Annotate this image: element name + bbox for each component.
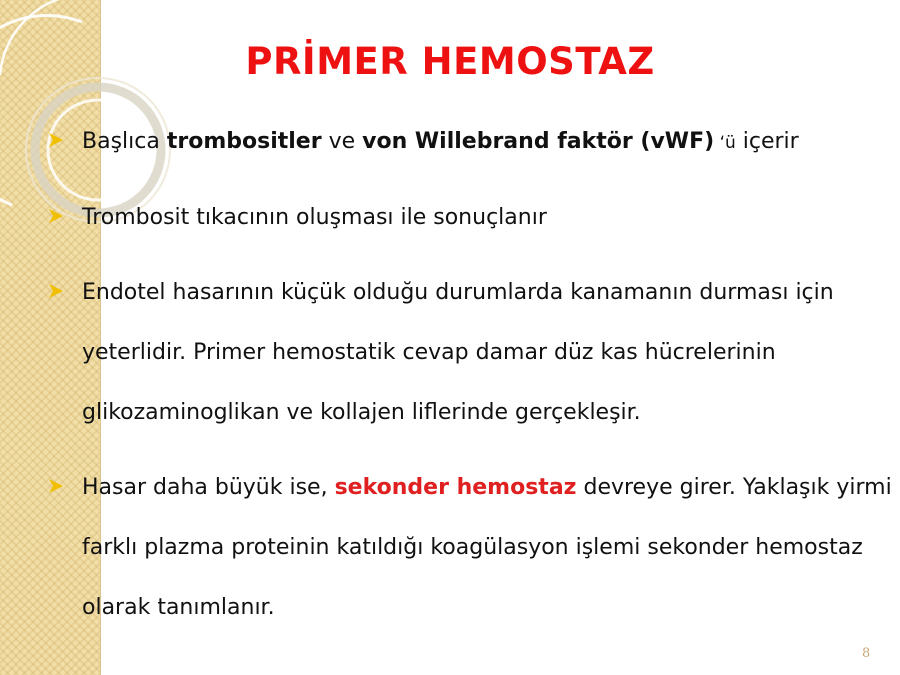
bullet-text: Endotel hasarının küçük olduğu durumlarda kanamanın durması için yeterlidir. Primer hemostatik cevap damar düz kas hücrelerinin glikozaminoglikan ve kollajen liflerinde gerçekleşir. [82, 280, 834, 425]
bullet-text-highlight: sekonder hemostaz [334, 475, 577, 500]
bullet-text: ‘ [714, 133, 725, 153]
bullet-list [48, 112, 893, 638]
bullet-text: Başlıca [82, 129, 167, 154]
arrowhead-bullet-icon [48, 283, 64, 299]
bullet-text-bold: trombositler [166, 129, 322, 154]
bullet-text: devreye girer. Yaklaşık yirmi farklı plazma proteinin katıldığı koagülasyon işlemi sekonder hemostaz olarak tanımlanır. [82, 475, 892, 620]
arrowhead-bullet-icon [48, 132, 64, 148]
bullet-item [48, 458, 893, 638]
bullet-text-small: ü [724, 133, 736, 153]
bullet-text: içerir [735, 129, 799, 154]
bullet-item [48, 112, 893, 173]
bullet-text: ve [321, 129, 363, 154]
page-number: 8 [862, 646, 871, 661]
slide-title: PRİMER HEMOSTAZ [245, 40, 655, 83]
bullet-item [48, 188, 893, 248]
arrowhead-bullet-icon [48, 478, 64, 494]
bullet-text-bold: von Willebrand faktör (vWF) [362, 129, 715, 154]
arrowhead-bullet-icon [48, 208, 64, 224]
bullet-item [48, 263, 893, 443]
bullet-text: Hasar daha büyük ise, [82, 475, 335, 500]
bullet-text: Trombosit tıkacının oluşması ile sonuçlanır [82, 205, 547, 230]
